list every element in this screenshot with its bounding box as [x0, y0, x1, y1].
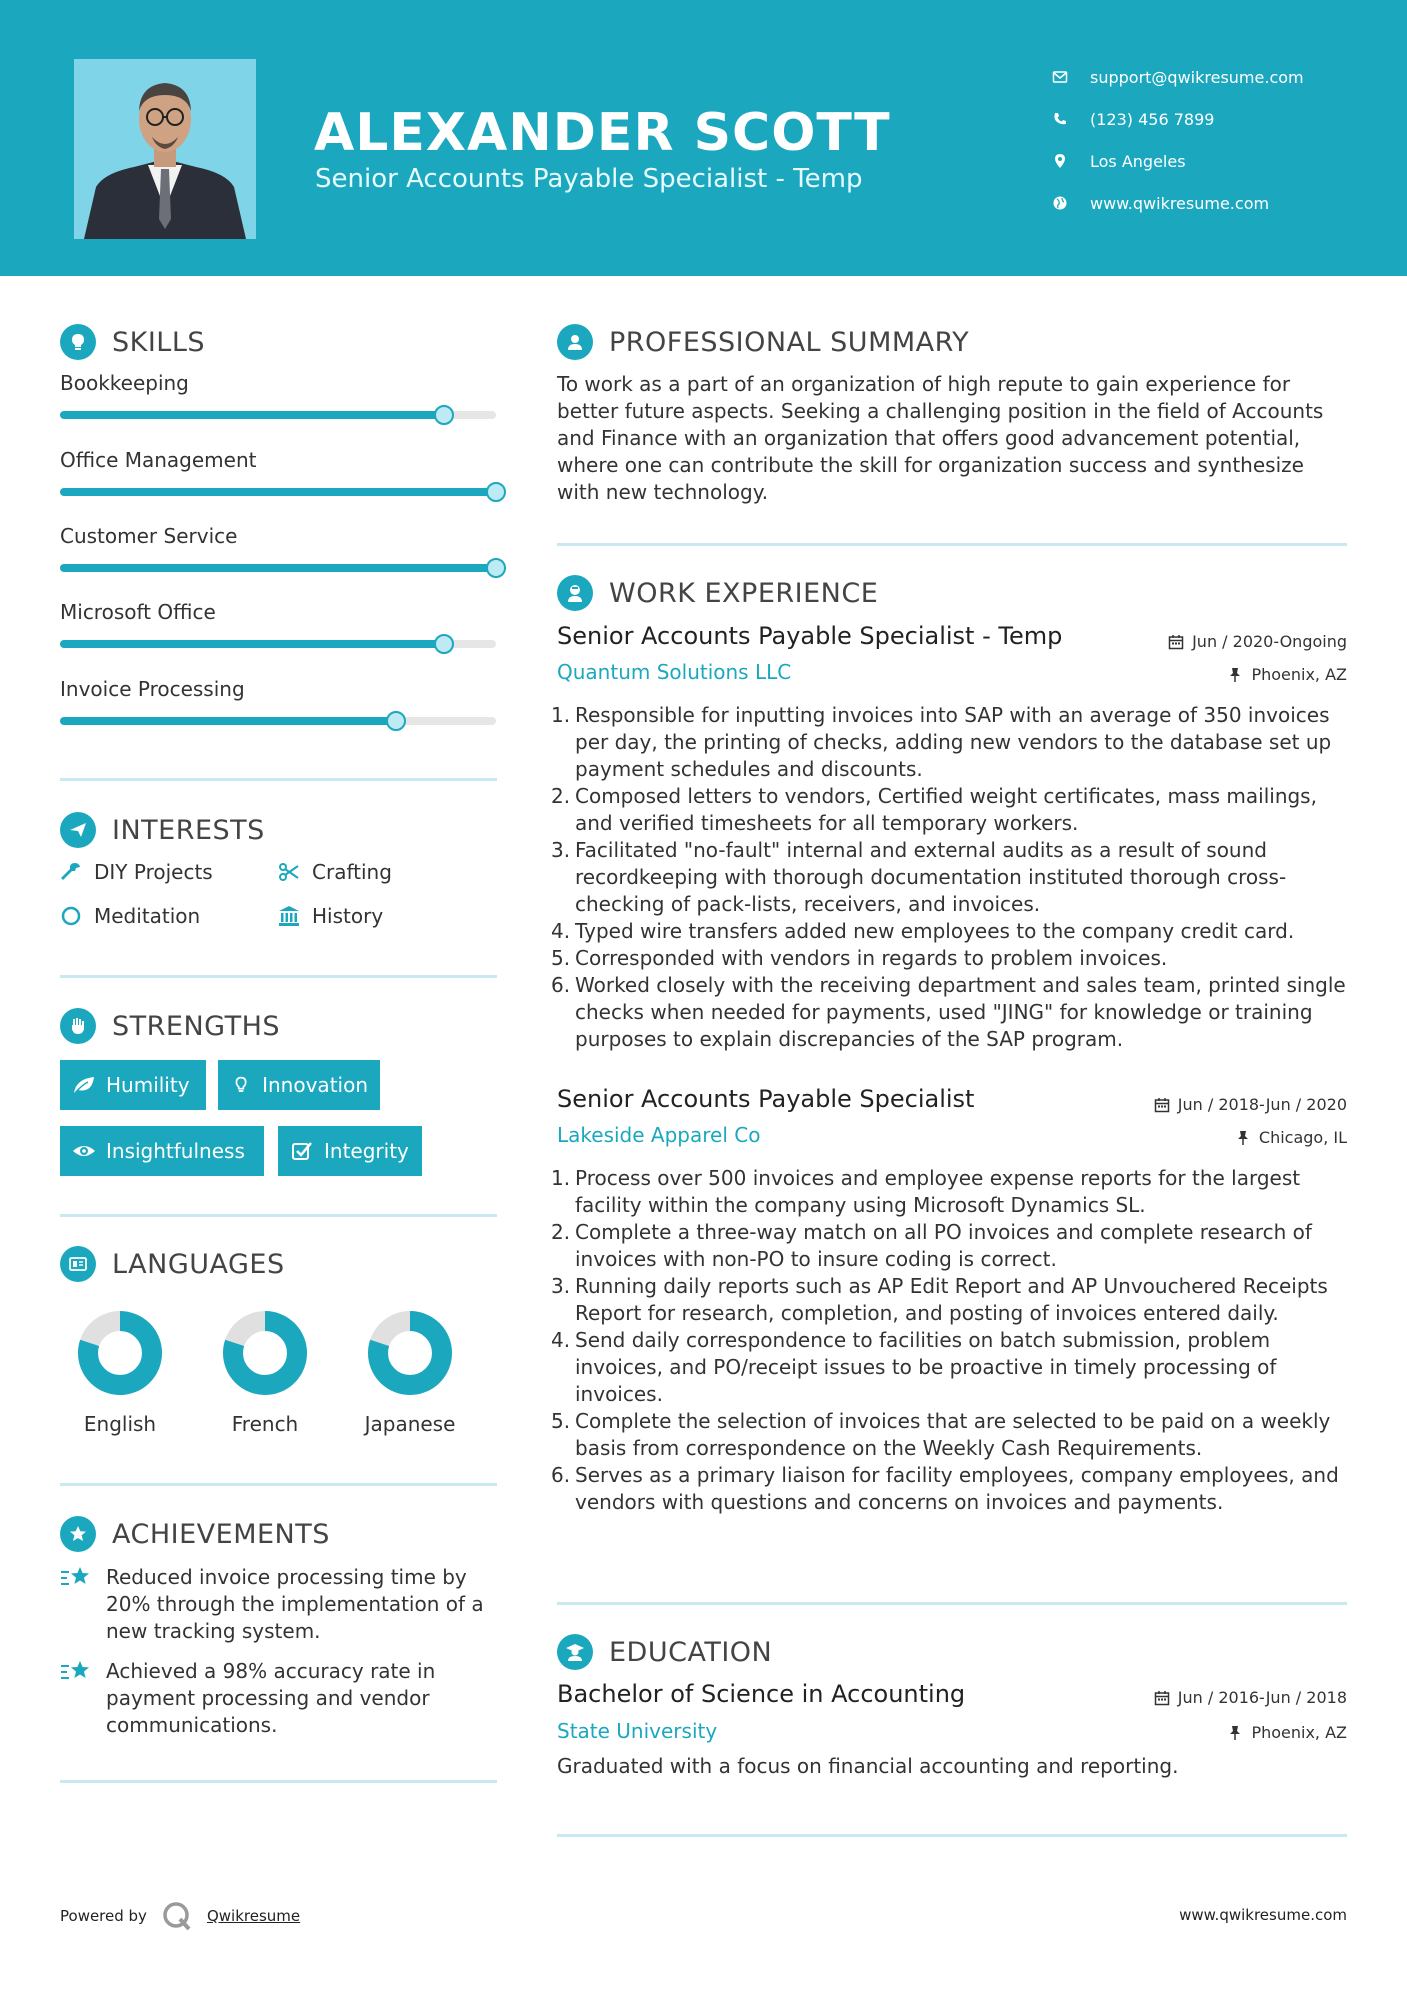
list-item: 1. Responsible for inputting invoices into SAP with an average of 350 invoices per day, the printing of checks, adding new vendors to the database set up payment schedules and discounts. [551, 703, 1332, 781]
pushpin-icon [1227, 667, 1243, 683]
calendar-icon [1154, 1690, 1170, 1706]
interests-heading: INTERESTS [112, 814, 265, 846]
job-title: Senior Accounts Payable Specialist [557, 1085, 975, 1113]
phone-icon [1052, 110, 1090, 128]
location-pin-icon [1052, 152, 1090, 170]
footer-powered-by [60, 1900, 300, 1932]
contact-phone[interactable] [1052, 98, 1304, 140]
language-name: Japanese [364, 1412, 456, 1436]
skill-name: Invoice Processing [60, 677, 245, 701]
contact-email[interactable] [1052, 56, 1304, 98]
achievements-heading: ACHIEVEMENTS [112, 1518, 330, 1550]
job-dates-text: Jun / 2020-Ongoing [1192, 632, 1347, 651]
summary-section-header [557, 324, 969, 360]
skill-bar-knob [434, 634, 454, 654]
powered-by-label: Powered by [60, 1907, 147, 1925]
profile-photo-illustration [74, 59, 256, 239]
section-divider [557, 543, 1347, 546]
duty-text: Responsible for inputting invoices into SAP with an average of 350 invoices per day, the printing of checks, adding new vendors to the database set up payment schedules and discounts. [575, 703, 1332, 781]
calendar-icon [1168, 634, 1184, 650]
skill-bar [60, 564, 496, 572]
strength-badge [218, 1060, 380, 1110]
skill-name: Office Management [60, 448, 257, 472]
education-description: Graduated with a focus on financial accounting and reporting. [557, 1754, 1179, 1778]
strengths-section-header [60, 1008, 280, 1044]
contact-website-text: www.qwikresume.com [1090, 193, 1270, 213]
pushpin-icon [1227, 1725, 1243, 1741]
languages-section-header [60, 1246, 285, 1282]
list-item: 5. Complete the selection of invoices that are selected to be paid on a weekly basis from correspondence on the Weekly Cash Requirements. [551, 1409, 1331, 1460]
summary-heading: PROFESSIONAL SUMMARY [609, 326, 970, 358]
skills-section-header [60, 324, 205, 360]
education-section-header [557, 1634, 772, 1670]
strength-label: Insightfulness [106, 1139, 245, 1163]
interest-label: Meditation [94, 904, 201, 928]
strength-badge [278, 1126, 422, 1176]
experience-section-header [557, 575, 878, 611]
language-name: English [83, 1412, 157, 1436]
duty-text: Typed wire transfers added new employees to the company credit card. [575, 919, 1295, 943]
achievements-section-header [60, 1516, 330, 1552]
education-degree: Bachelor of Science in Accounting [557, 1680, 966, 1708]
achievement-item [60, 1564, 500, 1645]
education-location-text: Phoenix, AZ [1251, 1723, 1347, 1742]
education-dates-text: Jun / 2016-Jun / 2018 [1177, 1688, 1347, 1707]
skill-bar [60, 411, 496, 419]
job-duties-list [551, 702, 1353, 1053]
duty-text: Complete the selection of invoices that are selected to be paid on a weekly basis from correspondence on the Weekly Cash Requirements. [575, 1409, 1331, 1460]
section-divider [557, 1602, 1347, 1605]
skill-bar [60, 640, 496, 648]
list-item: 4. Typed wire transfers added new employees to the company credit card. [551, 919, 1295, 943]
list-item: 2. Complete a three-way match on all PO invoices and complete research of invoices with non-PO to insure coding is correct. [551, 1220, 1312, 1271]
mail-icon [1052, 68, 1090, 86]
achievement-item [60, 1658, 500, 1739]
duty-text: Corresponded with vendors in regards to problem invoices. [575, 946, 1168, 970]
skills-heading: SKILLS [112, 326, 206, 358]
language-item [50, 1310, 190, 1436]
summary-text: To work as a part of an organization of high repute to gain experience for better future aspects. Seeking a challenging position in the field of Accounts and Finance with an organization that offers good advancement potential, where one can contribute the skill for organization success and synthesize with new technology. [557, 372, 1324, 504]
language-donut [367, 1310, 453, 1396]
duty-text: Process over 500 invoices and employee expense reports for the largest facility within the company using Microsoft Dynamics SL. [575, 1166, 1301, 1217]
lightbulb-icon [60, 324, 96, 360]
profile-photo [74, 59, 256, 239]
duty-text: Send daily correspondence to facilities on batch submission, problem invoices, and PO/receipt issues to be proactive in timely processing of invoices. [575, 1328, 1277, 1406]
checkbox-icon [290, 1141, 314, 1161]
list-item: 6. Serves as a primary liaison for facility employees, company employees, and vendors with questions and concerns on invoices and payments. [551, 1463, 1339, 1514]
achievement-text: Achieved a 98% accuracy rate in payment processing and vendor communications. [106, 1659, 436, 1737]
section-divider [60, 975, 497, 978]
interest-item [278, 860, 392, 884]
scissors-icon [278, 861, 300, 883]
education-location [1227, 1723, 1347, 1742]
job-dates-text: Jun / 2018-Jun / 2020 [1177, 1095, 1347, 1114]
education-school: State University [557, 1719, 718, 1743]
globe-icon [1052, 194, 1090, 212]
calendar-icon [1154, 1097, 1170, 1113]
language-donut [77, 1310, 163, 1396]
list-item: 2. Composed letters to vendors, Certified weight certificates, mass mailings, and verified timesheets for all temporary workers. [551, 784, 1317, 835]
interest-label: Crafting [312, 860, 392, 884]
graduate-icon [557, 1634, 593, 1670]
section-divider [60, 1214, 497, 1217]
contact-location [1052, 140, 1304, 182]
skill-item [60, 371, 496, 395]
job-location [1227, 665, 1347, 684]
skill-bar [60, 488, 496, 496]
strength-label: Innovation [262, 1073, 368, 1097]
job-dates [1168, 632, 1347, 651]
section-divider [60, 1483, 497, 1486]
strengths-heading: STRENGTHS [112, 1010, 281, 1042]
contact-website[interactable] [1052, 182, 1304, 224]
qwikresume-logo-icon [161, 1900, 193, 1932]
skill-bar-fill [60, 411, 444, 419]
job-dates [1154, 1095, 1347, 1114]
duty-text: Running daily reports such as AP Edit Report and AP Unvouchered Receipts Report for research, completion, and posting of invoices entered daily. [575, 1274, 1328, 1325]
duty-text: Composed letters to vendors, Certified weight certificates, mass mailings, and verified timesheets for all temporary workers. [575, 784, 1317, 835]
strength-label: Integrity [324, 1139, 409, 1163]
skill-bar-fill [60, 488, 496, 496]
skill-name: Bookkeeping [60, 371, 189, 395]
skill-item [60, 600, 496, 624]
skill-bar [60, 717, 496, 725]
job-location-text: Chicago, IL [1258, 1128, 1347, 1147]
duty-text: Serves as a primary liaison for facility employees, company employees, and vendors with questions and concerns on invoices and payments. [575, 1463, 1339, 1514]
skill-item [60, 677, 496, 701]
language-item [195, 1310, 335, 1436]
star-icon [60, 1658, 92, 1686]
skill-bar-knob [486, 558, 506, 578]
list-item: 5. Corresponded with vendors in regards to problem invoices. [551, 946, 1168, 970]
star-badge-icon [60, 1516, 96, 1552]
paper-plane-icon [60, 812, 96, 848]
skill-bar-fill [60, 640, 444, 648]
job-title: Senior Accounts Payable Specialist - Temp [557, 622, 1063, 650]
education-dates [1154, 1688, 1347, 1707]
star-icon [60, 1564, 92, 1592]
strength-badge [60, 1126, 264, 1176]
list-item: 4. Send daily correspondence to facilities on batch submission, problem invoices, and PO/receipt issues to be proactive in timely processing of invoices. [551, 1328, 1277, 1406]
duty-text: Facilitated "no-fault" internal and external audits as a result of sound recordkeeping with thorough documentation instituted thorough cross-checking of pack-lists, receivers, and invoices. [575, 838, 1287, 916]
list-item: 6. Worked closely with the receiving department and sales team, printed single checks when needed for payments, used "JING" for knowledge or training purposes to explain discrepancies of the SAP program. [551, 973, 1346, 1051]
language-icon [60, 1246, 96, 1282]
list-item: 3. Facilitated "no-fault" internal and external audits as a result of sound recordkeeping with thorough documentation instituted thorough cross-checking of pack-lists, receivers, and invoices. [551, 838, 1287, 916]
skill-bar-fill [60, 717, 396, 725]
eye-icon [72, 1141, 96, 1161]
skill-item [60, 524, 496, 548]
wrench-icon [60, 861, 82, 883]
section-divider [60, 1780, 497, 1783]
experience-heading: WORK EXPERIENCE [609, 577, 879, 609]
interest-item [60, 860, 213, 884]
candidate-name: ALEXANDER SCOTT [314, 103, 891, 163]
skill-bar-fill [60, 564, 496, 572]
briefcase-person-icon [557, 575, 593, 611]
duty-text: Worked closely with the receiving department and sales team, printed single checks when needed for payments, used "JING" for knowledge or training purposes to explain discrepancies of the SAP program. [575, 973, 1346, 1051]
user-icon [557, 324, 593, 360]
section-divider [557, 1834, 1347, 1837]
job-company: Quantum Solutions LLC [557, 660, 792, 684]
duty-text: Complete a three-way match on all PO invoices and complete research of invoices with non-PO to insure coding is correct. [575, 1220, 1312, 1271]
education-heading: EDUCATION [609, 1636, 773, 1668]
skill-name: Microsoft Office [60, 600, 216, 624]
language-item [340, 1310, 480, 1436]
list-item: 3. Running daily reports such as AP Edit Report and AP Unvouchered Receipts Report for research, completion, and posting of invoices entered daily. [551, 1274, 1328, 1325]
contact-block [1052, 56, 1304, 224]
interest-label: DIY Projects [94, 860, 213, 884]
contact-email-text: support@qwikresume.com [1090, 67, 1304, 87]
skill-name: Customer Service [60, 524, 238, 548]
strength-badge [60, 1060, 206, 1110]
languages-heading: LANGUAGES [112, 1248, 285, 1280]
interest-item [60, 904, 200, 928]
achievement-text: Reduced invoice processing time by 20% through the implementation of a new tracking system. [106, 1565, 484, 1643]
interests-section-header [60, 812, 265, 848]
candidate-title: Senior Accounts Payable Specialist - Temp [315, 164, 863, 194]
footer-website-link[interactable]: www.qwikresume.com [1179, 1906, 1347, 1924]
skill-bar-knob [386, 711, 406, 731]
job-duties-list [551, 1165, 1353, 1516]
circle-icon [60, 905, 82, 927]
list-item: 1. Process over 500 invoices and employee expense reports for the largest facility within the company using Microsoft Dynamics SL. [551, 1166, 1301, 1217]
language-donut [222, 1310, 308, 1396]
lightbulb-outline-icon [230, 1075, 252, 1095]
skill-bar-knob [434, 405, 454, 425]
brand-link[interactable]: Qwikresume [206, 1907, 301, 1925]
job-company: Lakeside Apparel Co [557, 1123, 761, 1147]
interest-label: History [312, 904, 384, 928]
strength-label: Humility [106, 1073, 190, 1097]
contact-location-text: Los Angeles [1090, 151, 1186, 171]
pushpin-icon [1235, 1130, 1251, 1146]
language-name: French [231, 1412, 299, 1436]
skill-bar-knob [486, 482, 506, 502]
interest-item [278, 904, 383, 928]
contact-phone-text: (123) 456 7899 [1090, 109, 1215, 129]
museum-icon [278, 905, 300, 927]
skill-item [60, 448, 496, 472]
resume-header [0, 0, 1407, 276]
section-divider [60, 778, 497, 781]
leaf-icon [72, 1075, 96, 1095]
job-location [1235, 1128, 1347, 1147]
hand-icon [60, 1008, 96, 1044]
job-location-text: Phoenix, AZ [1251, 665, 1347, 684]
